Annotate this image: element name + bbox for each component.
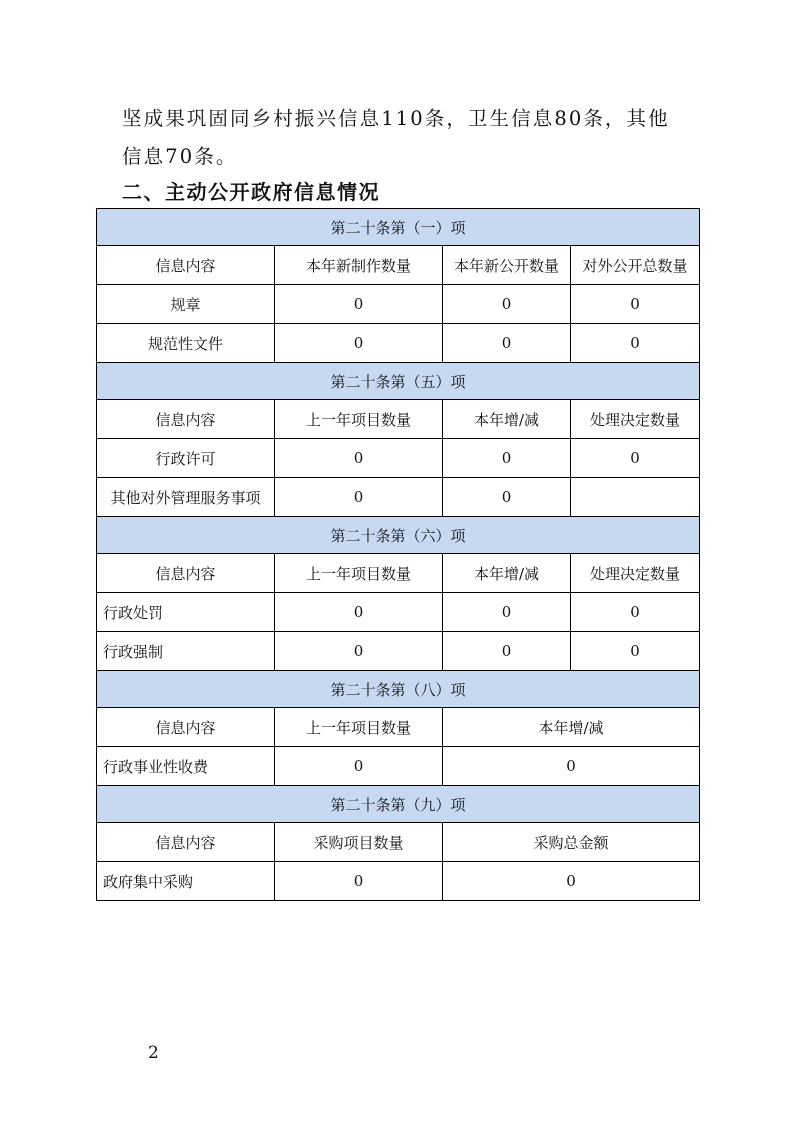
header-row-s9 bbox=[97, 823, 700, 862]
section-title: 第二十条第（八）项 bbox=[97, 671, 700, 708]
table-cell: 0 bbox=[275, 593, 443, 632]
header-cell: 信息内容 bbox=[97, 554, 275, 593]
header-cell: 本年新公开数量 bbox=[443, 246, 571, 285]
row-label: 行政处罚 bbox=[97, 593, 275, 632]
row-label: 行政事业性收费 bbox=[97, 747, 275, 786]
table-cell bbox=[571, 478, 700, 517]
table-row bbox=[97, 632, 700, 671]
table-cell: 0 bbox=[275, 285, 443, 324]
header-cell: 上一年项目数量 bbox=[275, 708, 443, 747]
header-cell: 本年增/减 bbox=[443, 400, 571, 439]
row-label: 其他对外管理服务事项 bbox=[97, 478, 275, 517]
header-cell: 采购总金额 bbox=[443, 823, 700, 862]
table-cell: 0 bbox=[571, 593, 700, 632]
header-cell: 信息内容 bbox=[97, 823, 275, 862]
header-cell: 采购项目数量 bbox=[275, 823, 443, 862]
header-cell: 处理决定数量 bbox=[571, 400, 700, 439]
row-label: 行政强制 bbox=[97, 632, 275, 671]
table-row bbox=[97, 747, 700, 786]
header-row-s1 bbox=[97, 246, 700, 285]
body-paragraph-line-2: 信息70条。 bbox=[122, 145, 238, 168]
header-row-s5 bbox=[97, 400, 700, 439]
header-cell: 信息内容 bbox=[97, 708, 275, 747]
table-cell: 0 bbox=[443, 747, 700, 786]
header-cell: 对外公开总数量 bbox=[571, 246, 700, 285]
row-label: 政府集中采购 bbox=[97, 862, 275, 901]
header-row-s6 bbox=[97, 554, 700, 593]
table-cell: 0 bbox=[443, 478, 571, 517]
table-cell: 0 bbox=[275, 478, 443, 517]
table-cell: 0 bbox=[443, 285, 571, 324]
header-cell: 本年新制作数量 bbox=[275, 246, 443, 285]
table-row bbox=[97, 324, 700, 363]
table-row bbox=[97, 862, 700, 901]
table-cell: 0 bbox=[571, 324, 700, 363]
table-cell: 0 bbox=[443, 324, 571, 363]
table-cell: 0 bbox=[275, 439, 443, 478]
header-cell: 信息内容 bbox=[97, 400, 275, 439]
table-cell: 0 bbox=[443, 439, 571, 478]
table-row bbox=[97, 478, 700, 517]
table-cell: 0 bbox=[275, 862, 443, 901]
header-cell: 处理决定数量 bbox=[571, 554, 700, 593]
section-title: 第二十条第（一）项 bbox=[97, 209, 700, 246]
table-cell: 0 bbox=[443, 862, 700, 901]
table-cell: 0 bbox=[275, 747, 443, 786]
row-label: 行政许可 bbox=[97, 439, 275, 478]
table-cell: 0 bbox=[443, 593, 571, 632]
table-cell: 0 bbox=[571, 632, 700, 671]
table-cell: 0 bbox=[275, 324, 443, 363]
section-row-s6 bbox=[97, 517, 700, 554]
section-title: 第二十条第（九）项 bbox=[97, 786, 700, 823]
table-row bbox=[97, 439, 700, 478]
table-cell: 0 bbox=[571, 439, 700, 478]
header-cell: 上一年项目数量 bbox=[275, 400, 443, 439]
section-row-s9 bbox=[97, 786, 700, 823]
table-row bbox=[97, 593, 700, 632]
section-title: 第二十条第（五）项 bbox=[97, 363, 700, 400]
section-row-s8 bbox=[97, 671, 700, 708]
section-row-s5 bbox=[97, 363, 700, 400]
disclosure-table bbox=[96, 208, 700, 901]
page-number: 2 bbox=[148, 1043, 159, 1063]
section-title: 第二十条第（六）项 bbox=[97, 517, 700, 554]
table-row bbox=[97, 285, 700, 324]
section-row-s1 bbox=[97, 209, 700, 246]
row-label: 规章 bbox=[97, 285, 275, 324]
header-cell: 本年增/减 bbox=[443, 554, 571, 593]
header-cell: 本年增/减 bbox=[443, 708, 700, 747]
header-cell: 上一年项目数量 bbox=[275, 554, 443, 593]
section-heading: 二、主动公开政府信息情况 bbox=[122, 180, 380, 204]
header-row-s8 bbox=[97, 708, 700, 747]
body-paragraph-line-1: 坚成果巩固同乡村振兴信息110条，卫生信息80条，其他 bbox=[122, 107, 670, 130]
table-cell: 0 bbox=[275, 632, 443, 671]
table-cell: 0 bbox=[443, 632, 571, 671]
header-cell: 信息内容 bbox=[97, 246, 275, 285]
table-cell: 0 bbox=[571, 285, 700, 324]
row-label: 规范性文件 bbox=[97, 324, 275, 363]
